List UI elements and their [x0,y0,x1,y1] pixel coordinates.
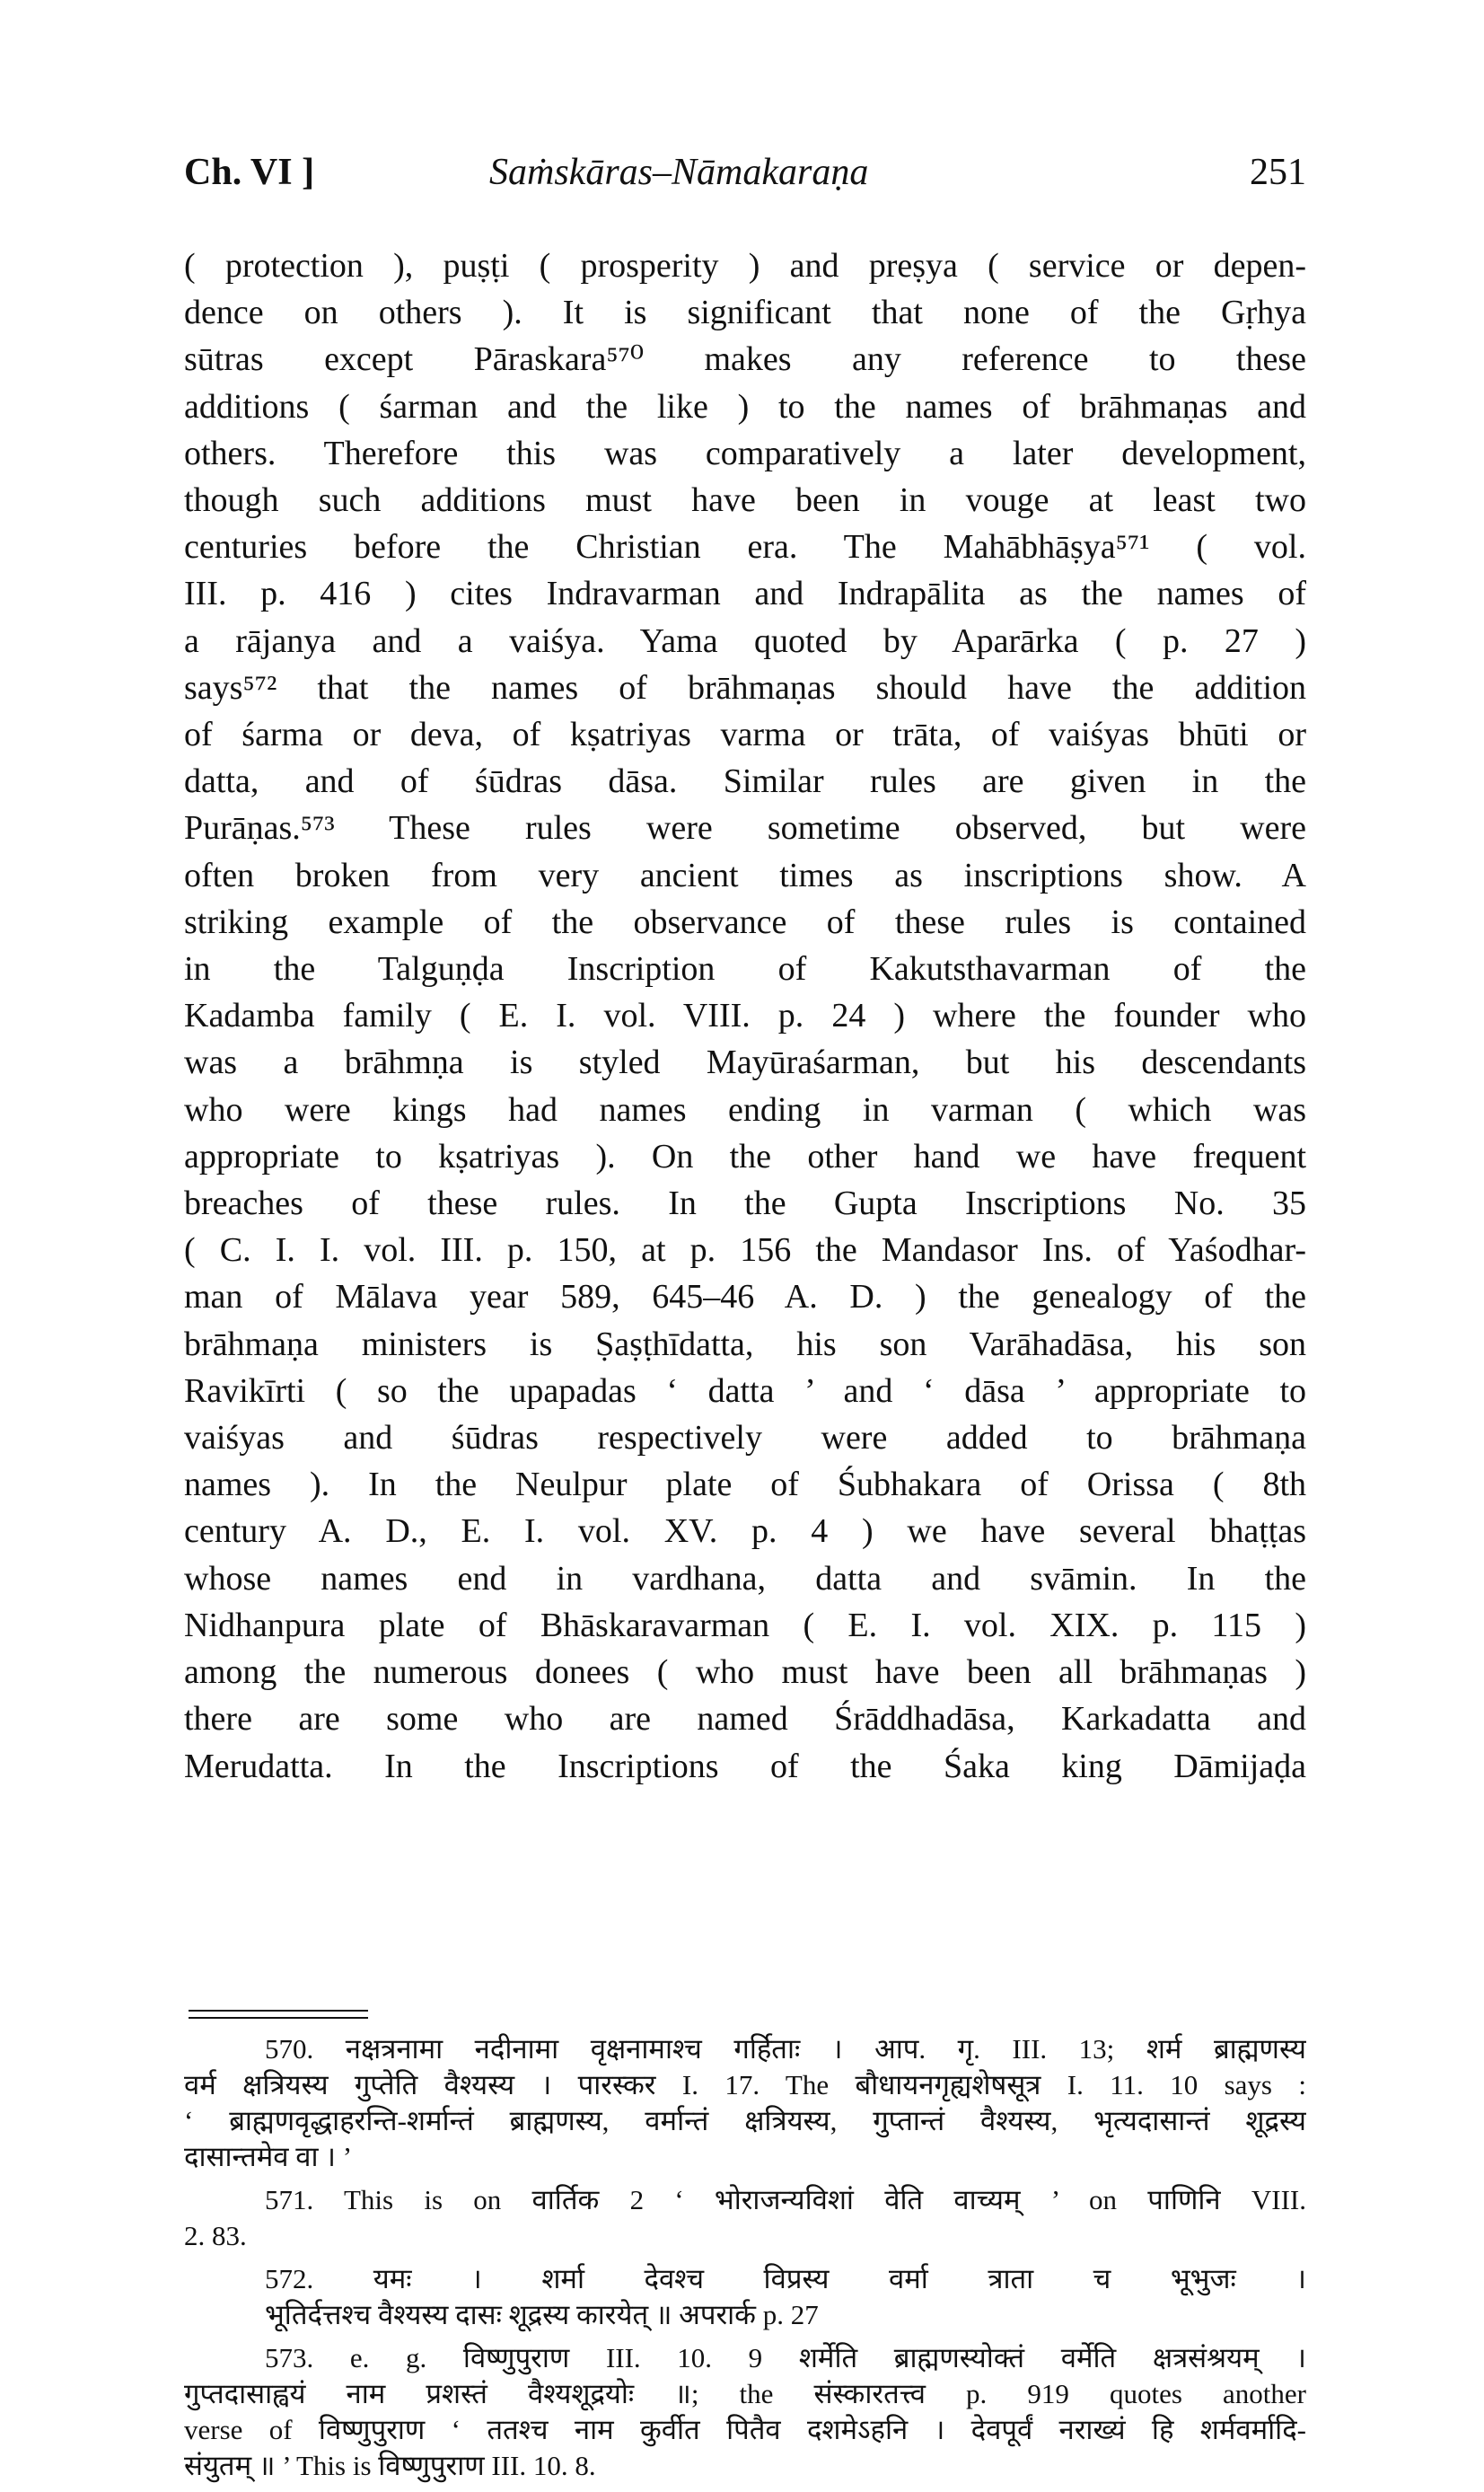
footnote-line: भूतिर्दत्तश्च वैश्यस्य दासः शूद्रस्य कारयेत् ॥ अपरार्क p. 27 [265,2299,819,2330]
text-line: dence on others ). It is significant that none of the Gṛhya [184,294,1306,332]
text-line: datta, and of śūdras dāsa. Similar rules are given in the [184,762,1306,801]
footnote [184,2340,1306,2484]
text-line: often broken from very ancient times as inscriptions show. A [184,856,1306,894]
text-line: sūtras except Pāraskara⁵⁷⁰ makes any reference to these [184,340,1306,379]
text-line: others. Therefore this was comparatively a later development, [184,434,1306,472]
footnote-line: 570. नक्षत्रनामा नदीनामा वृक्षनामाश्च गर्हिताः । आप. गृ. III. 13; शर्म ब्राह्मणस्य [265,2033,1306,2065]
text-line: vaiśyas and śūdras respectively were added to brāhmaṇa [184,1419,1306,1457]
text-line: century A. D., E. I. vol. XV. p. 4 ) we have several bhaṭṭas [184,1512,1306,1551]
footnote-line: संयुतम् ॥ ’ This is विष्णुपुराण III. 10. 8. [184,2450,596,2481]
footnote-line: वर्म क्षत्रियस्य गुप्तेति वैश्यस्य । पारस्कर I. 17. The बौधायनगृह्यशेषसूत्र I. 11. 10 says : [184,2069,1306,2100]
text-line: centuries before the Christian era. The Mahābhāṣya⁵⁷¹ ( vol. [184,528,1306,567]
text-line: ( C. I. I. vol. III. p. 150, at p. 156 the Mandasor Ins. of Yaśodhar- [184,1231,1306,1270]
footnote-line: गुप्तदासाह्वयं नाम प्रशस्तं वैश्यशूद्रयोः ॥; the संस्कारतत्त्व p. 919 quotes another [184,2378,1306,2409]
footnote-line: verse of विष्णुपुराण ‘ ततश्च नाम कुर्वीत पितैव दशमेऽहनि । देवपूर्वं नराख्यं हि शर्मवर्मादि- [184,2414,1306,2445]
footnote-line: 573. e. g. विष्णुपुराण III. 10. 9 शर्मेति ब्राह्मणस्योक्तं वर्मेति क्षत्रसंश्रयम् । [265,2342,1306,2373]
text-line: Ravikīrti ( so the upapadas ‘ datta ’ and ‘ dāsa ’ appropriate to [184,1371,1306,1410]
text-line: says⁵⁷² that the names of brāhmaṇas should have the addition [184,668,1306,707]
text-line: Kadamba family ( E. I. vol. VIII. p. 24 ) where the founder who [184,997,1306,1035]
text-line: a rājanya and a vaiśya. Yama quoted by Aparārka ( p. 27 ) [184,621,1306,660]
text-line: striking example of the observance of these rules is contained [184,903,1306,941]
footnote-line: 572. यमः । शर्मा देवश्च विप्रस्य वर्मा त्राता च भूभुजः । [265,2263,1306,2294]
footnote [184,2261,1306,2333]
footnote-line: 571. This is on वार्तिक 2 ‘ भोराजन्यविशां वेति वाच्यम् ’ on पाणिनि VIII. [265,2184,1306,2215]
footnote-rule-second [189,2017,368,2019]
text-line: Purāṇas.⁵⁷³ These rules were sometime observed, but were [184,809,1306,848]
text-line: who were kings had names ending in varman ( which was [184,1090,1306,1129]
text-line: man of Mālava year 589, 645–46 A. D. ) the genealogy of the [184,1278,1306,1316]
text-line: names ). In the Neulpur plate of Śubhakara of Orissa ( 8th [184,1466,1306,1504]
text-line: though such additions must have been in vouge at least two [184,481,1306,520]
chapter-label: Ch. VI ] [184,152,315,193]
page-number: 251 [1250,152,1306,193]
text-line: breaches of these rules. In the Gupta Inscriptions No. 35 [184,1184,1306,1223]
main-text [184,242,1306,1790]
text-line: ( protection ), puṣṭi ( prosperity ) and preṣya ( service or depen- [184,247,1306,285]
text-line: brāhmaṇa ministers is Ṣaṣṭhīdatta, his son Varāhadāsa, his son [184,1325,1306,1363]
footnote-rule [189,2010,368,2012]
running-header [184,151,1306,205]
text-line: among the numerous donees ( who must have been all brāhmaṇas ) [184,1653,1306,1692]
footnote [184,2182,1306,2254]
footnote-line: 2. 83. [184,2220,247,2251]
footnote-line: दासान्तमेव वा । ’ [184,2141,353,2172]
text-line: there are some who are named Śrāddhadāsa, Karkadatta and [184,1700,1306,1739]
text-line: additions ( śarman and the like ) to the names of brāhmaṇas and [184,387,1306,426]
text-line: whose names end in vardhana, datta and svāmin. In the [184,1559,1306,1598]
text-line: Merudatta. In the Inscriptions of the Śaka king Dāmijaḍa [184,1747,1306,1785]
text-line: of śarma or deva, of kṣatriyas varma or trāta, of vaiśyas bhūti or [184,716,1306,754]
text-line: Nidhanpura plate of Bhāskaravarman ( E. I. vol. XIX. p. 115 ) [184,1606,1306,1644]
footnote [184,2031,1306,2175]
text-line: III. p. 416 ) cites Indravarman and Indrapālita as the names of [184,575,1306,613]
text-line: appropriate to kṣatriyas ). On the other hand we have frequent [184,1137,1306,1176]
footnotes [184,2031,1306,2491]
footnote-line: ‘ ब्राह्मणवृद्धाहरन्ति-शर्मान्तं ब्राह्मणस्य, वर्मान्तं क्षत्रियस्य, गुप्तान्तं वैश्यस्य, भृत्यदासान्तं शूद्रस्य [184,2105,1306,2136]
running-title: Saṁskāras–Nāmakaraṇa [489,152,869,193]
text-line: was a brāhmṇa is styled Mayūraśarman, but his descendants [184,1043,1306,1082]
text-line: in the Talguṇḍa Inscription of Kakutsthavarman of the [184,950,1306,989]
